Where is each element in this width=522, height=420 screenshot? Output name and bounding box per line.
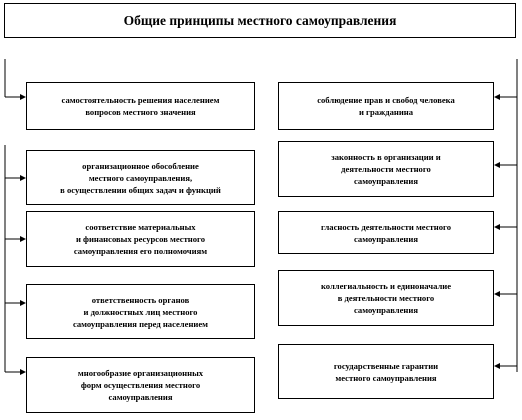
arrowhead-right-5 xyxy=(494,363,500,369)
principle-line: самостоятельность решения населением xyxy=(61,95,220,105)
diagram-title: Общие принципы местного самоуправления xyxy=(4,3,516,38)
principle-line: самоуправления xyxy=(354,305,418,315)
principle-line: самоуправления его полномочиям xyxy=(73,246,208,256)
principle-line: местного самоуправления xyxy=(335,372,437,383)
principle-line: и финансовых ресурсов местного xyxy=(75,234,206,244)
principle-line: самоуправления перед населением xyxy=(72,318,209,329)
principle-box-right-1 xyxy=(278,82,494,130)
principle-box-right-4 xyxy=(278,270,494,326)
principle-box-right-5 xyxy=(278,344,494,399)
arrowhead-right-3 xyxy=(494,224,500,230)
principle-line: в деятельности местного xyxy=(337,293,435,303)
principle-box-left-5 xyxy=(26,357,255,413)
principle-line: организационное обособление xyxy=(82,160,199,171)
principle-line: многообразие организационных xyxy=(77,368,204,378)
arrowhead-right-1 xyxy=(494,94,500,100)
principle-box-left-1 xyxy=(26,82,255,130)
principle-line: законность в организации и xyxy=(331,152,441,162)
principle-line: государственные гарантии xyxy=(333,360,439,371)
principle-line: в осуществлении общих задач и функций xyxy=(60,184,221,195)
principle-line: самоуправления xyxy=(354,233,418,244)
principle-box-right-3 xyxy=(278,211,494,254)
principle-box-left-4 xyxy=(26,284,255,339)
principle-box-left-2 xyxy=(26,150,255,205)
arrowhead-right-2 xyxy=(494,162,500,168)
principle-line: деятельности местного xyxy=(341,164,431,174)
arrowhead-right-4 xyxy=(494,291,500,297)
principle-line: ответственность органов xyxy=(91,294,190,305)
principle-line: вопросов местного значения xyxy=(85,107,196,117)
principle-line: самоуправления xyxy=(354,176,418,186)
principle-line: местного самоуправления, xyxy=(88,172,193,183)
principle-line: и гражданина xyxy=(358,107,414,117)
principle-line: форм осуществления местного xyxy=(80,380,201,390)
principle-box-right-2 xyxy=(278,141,494,197)
principle-line: гласность деятельности местного xyxy=(320,221,451,232)
principle-line: самоуправления xyxy=(108,392,173,402)
principle-line: соблюдение прав и свобод человека xyxy=(317,95,455,105)
principle-line: соответствие материальных xyxy=(85,222,196,232)
principle-box-left-3 xyxy=(26,211,255,267)
principle-line: и должностных лиц местного xyxy=(83,306,198,317)
principle-line: коллегиальность и единоначалие xyxy=(320,281,452,291)
